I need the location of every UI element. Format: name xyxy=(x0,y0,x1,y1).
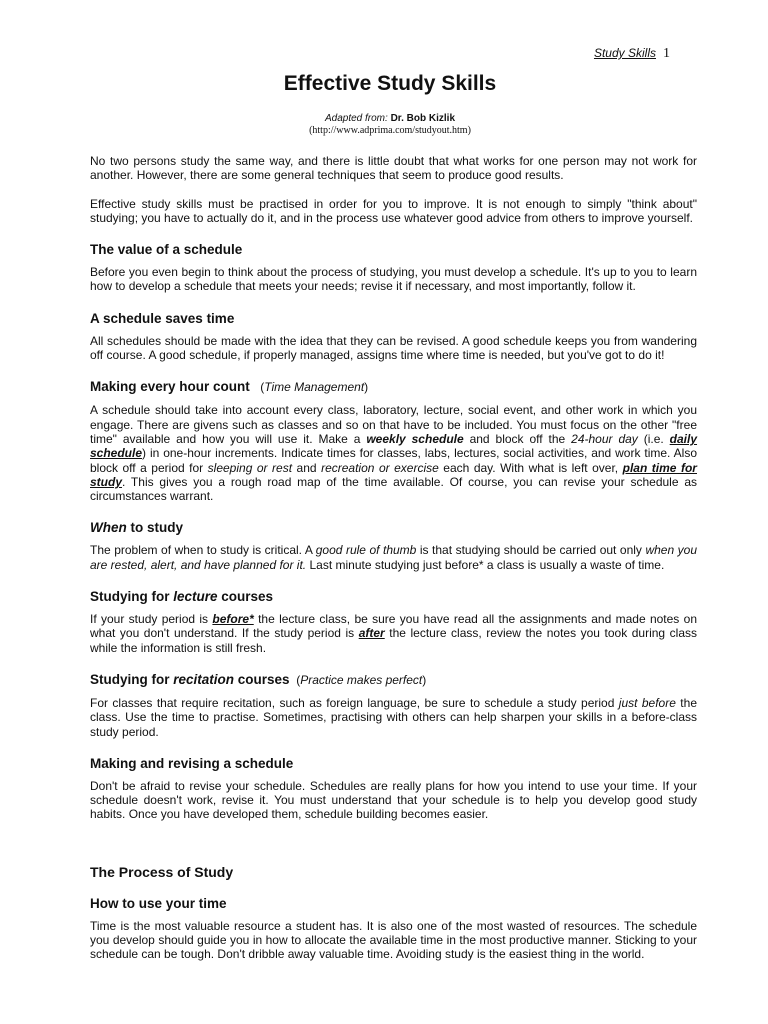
section-heading-revising: Making and revising a schedule xyxy=(90,755,294,771)
emphasis: plan time for study xyxy=(90,460,697,489)
section-text-when: The problem of when to study is critical. A good rule of thumb is that studying should be carried out only when you are rested, alert, and have planned for it. Last minute studying just before* a class is usually a waste of time. xyxy=(90,543,697,572)
heading-note-text: Practice makes perfect xyxy=(300,672,423,687)
major-heading-process: The Process of Study xyxy=(90,863,234,880)
attribution-author: Dr. Bob Kizlik xyxy=(390,113,456,124)
section-text-saves: All schedules should be made with the idea that they can be revised. A good schedule keeps you from wandering off course. A good schedule, if properly managed, assigns time where time is needed, but you've got to do it! xyxy=(90,333,697,363)
emphasis: good rule of thumb xyxy=(315,543,417,558)
section-text-revising: Don't be afraid to revise your schedule. Schedules are really plans for how you intend to use your time. If your schedule doesn't work, revise it. You must understand that your schedule is to help you develop good study habits. Once you have developed them, schedule building becomes easier. xyxy=(90,778,697,822)
emphasis: after xyxy=(358,626,385,641)
heading-text: Making every hour count xyxy=(90,379,250,395)
heading-emphasis: recitation xyxy=(173,671,235,687)
section-text-recitation: For classes that require recitation, such as foreign language, be sure to schedule a study period just before the class. Use the time to practise. Sometimes, practising with others can help sharpen your skills in a before-class study period. xyxy=(90,695,697,739)
emphasis: weekly schedule xyxy=(366,431,464,446)
emphasis: daily schedule xyxy=(90,431,698,461)
emphasis: just before xyxy=(618,695,676,710)
section-heading-recitation: Studying for recitation courses (Practice makes perfect) xyxy=(90,671,427,687)
heading-note: (Time Management) xyxy=(260,380,369,395)
attribution-label: Adapted from: xyxy=(324,113,388,124)
section-text-use-time: Time is the most valuable resource a student has. It is also one of the most wasted of resources. The schedule you develop should guide you in how to allocate the available time in the most productive manner. Sticking to your schedule can be tough. Don't dribble away valuable time. Avoiding study is the easiest thing in the world. xyxy=(90,918,697,962)
emphasis: when you are rested, alert, and have planned for it. xyxy=(90,543,697,572)
heading-note: (Practice makes perfect) xyxy=(296,672,427,687)
section-heading-hour xyxy=(90,378,697,396)
source-url: (http://www.adprima.com/studyout.htm) xyxy=(309,125,471,136)
emphasis: before* xyxy=(212,612,254,627)
intro-paragraph: Effective study skills must be practised in order for you to improve. It is not enough to simply "think about" studying; you have to actually do it, and in the process use whatever good advice from others to improve yourself. xyxy=(90,196,697,225)
section-heading-saves: A schedule saves time xyxy=(90,310,235,326)
emphasis: sleeping or rest xyxy=(207,460,293,475)
section-text-hour: A schedule should take into account every class, laboratory, lecture, social event, and other work in which you engage. There are givens such as classes and so on that have to be included. You must focus on the other "free time" available and how you will use it. Make a weekly schedule and block off the 24-hour day (i.e. daily schedule) in one-hour increments. Indicate times for classes, labs, lectures, social activities, and work time. Also block off a period for sleeping or rest and recreation or exercise each day. With what is left over, plan time for study. This gives you a rough road map of the time available. Of course, you can revise your schedule as circumstances warrant. xyxy=(90,403,698,504)
section-heading-use-time: How to use your time xyxy=(90,895,227,911)
emphasis: recreation or exercise xyxy=(321,460,439,475)
section-heading-when: When to study xyxy=(90,520,183,536)
running-header xyxy=(594,45,670,62)
section-heading-lecture: Studying for lecture courses xyxy=(90,589,274,605)
attribution-line xyxy=(0,113,768,125)
heading-emphasis: When xyxy=(90,520,127,536)
document-body xyxy=(90,154,697,976)
document-title: Effective Study Skills xyxy=(283,72,497,95)
heading-note-text: Time Management xyxy=(264,380,365,395)
running-title: Study Skills xyxy=(593,46,656,60)
heading-emphasis: lecture xyxy=(173,589,218,605)
section-heading-value: The value of a schedule xyxy=(90,242,243,258)
page-number: 1 xyxy=(663,46,670,61)
section-text-lecture: If your study period is before* the lecture class, be sure you have read all the assignments and made notes on what you don't understand. If the study period is after the lecture class, review the notes you took during class while the information is still fresh. xyxy=(90,612,697,655)
intro-paragraph: No two persons study the same way, and there is little doubt that what works for one person may not work for another. However, there are some general techniques that seem to produce good results. xyxy=(90,154,697,183)
emphasis: 24-hour day xyxy=(571,431,638,446)
section-text-value: Before you even begin to think about the process of studying, you must develop a schedule. It's up to you to learn how to develop a schedule that meets your needs; revise it if necessary, and most importantly, follow it. xyxy=(90,265,697,294)
